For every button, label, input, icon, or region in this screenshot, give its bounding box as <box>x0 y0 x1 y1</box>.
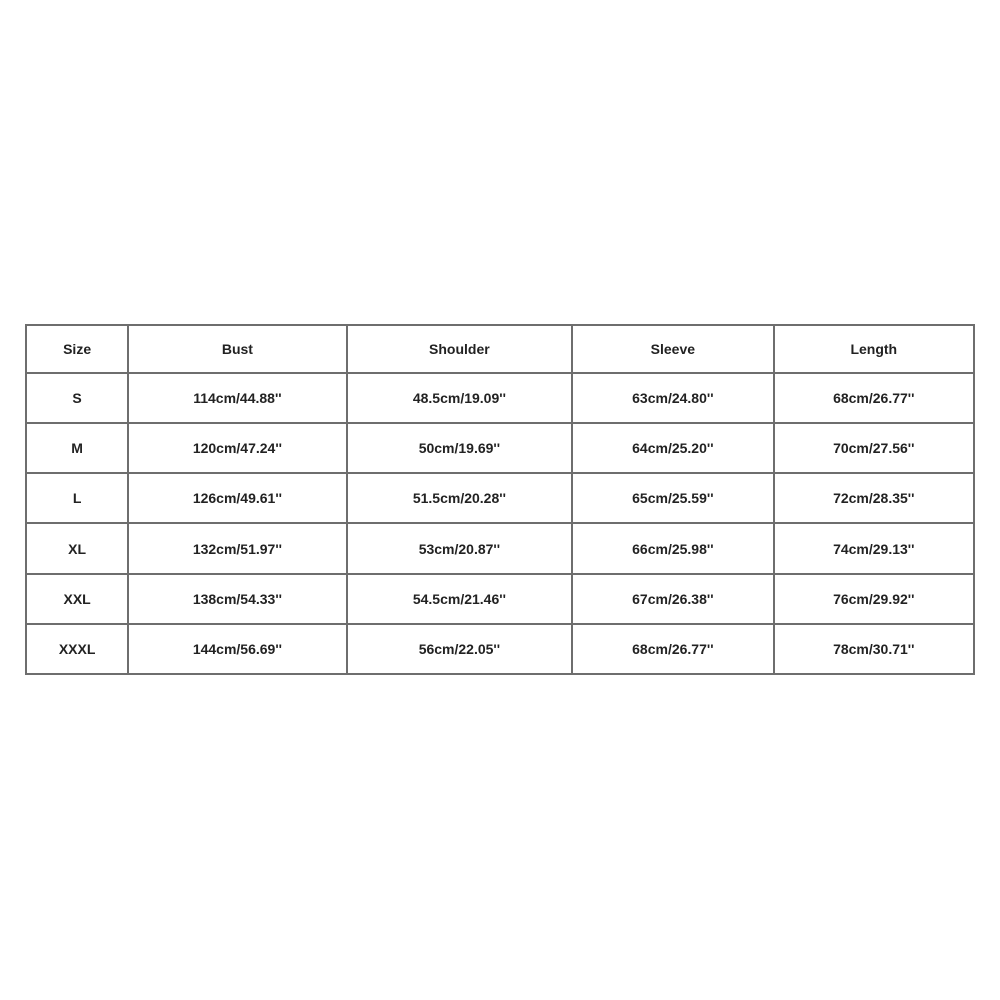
cell-shoulder: 54.5cm/21.46'' <box>347 574 572 624</box>
cell-length: 72cm/28.35'' <box>774 473 974 523</box>
cell-sleeve: 68cm/26.77'' <box>572 624 773 674</box>
cell-bust: 126cm/49.61'' <box>128 473 346 523</box>
cell-shoulder: 50cm/19.69'' <box>347 423 572 473</box>
cell-bust: 144cm/56.69'' <box>128 624 346 674</box>
cell-sleeve: 64cm/25.20'' <box>572 423 773 473</box>
table-row <box>26 574 974 624</box>
header-bust: Bust <box>128 325 346 373</box>
cell-shoulder: 56cm/22.05'' <box>347 624 572 674</box>
cell-bust: 114cm/44.88'' <box>128 373 346 423</box>
cell-sleeve: 63cm/24.80'' <box>572 373 773 423</box>
cell-bust: 138cm/54.33'' <box>128 574 346 624</box>
header-shoulder: Shoulder <box>347 325 572 373</box>
cell-shoulder: 51.5cm/20.28'' <box>347 473 572 523</box>
cell-length: 76cm/29.92'' <box>774 574 974 624</box>
table-row <box>26 624 974 674</box>
table-row <box>26 473 974 523</box>
table-row <box>26 423 974 473</box>
cell-length: 78cm/30.71'' <box>774 624 974 674</box>
size-chart-table <box>25 324 975 675</box>
cell-size: XXXL <box>26 624 128 674</box>
header-size: Size <box>26 325 128 373</box>
table-row <box>26 523 974 573</box>
cell-size: M <box>26 423 128 473</box>
cell-shoulder: 53cm/20.87'' <box>347 523 572 573</box>
cell-sleeve: 67cm/26.38'' <box>572 574 773 624</box>
cell-length: 74cm/29.13'' <box>774 523 974 573</box>
cell-size: S <box>26 373 128 423</box>
table-row <box>26 373 974 423</box>
cell-size: XL <box>26 523 128 573</box>
cell-size: L <box>26 473 128 523</box>
header-sleeve: Sleeve <box>572 325 773 373</box>
cell-sleeve: 66cm/25.98'' <box>572 523 773 573</box>
header-row <box>26 325 974 373</box>
cell-shoulder: 48.5cm/19.09'' <box>347 373 572 423</box>
cell-bust: 132cm/51.97'' <box>128 523 346 573</box>
header-length: Length <box>774 325 974 373</box>
cell-bust: 120cm/47.24'' <box>128 423 346 473</box>
cell-sleeve: 65cm/25.59'' <box>572 473 773 523</box>
cell-length: 70cm/27.56'' <box>774 423 974 473</box>
cell-length: 68cm/26.77'' <box>774 373 974 423</box>
cell-size: XXL <box>26 574 128 624</box>
